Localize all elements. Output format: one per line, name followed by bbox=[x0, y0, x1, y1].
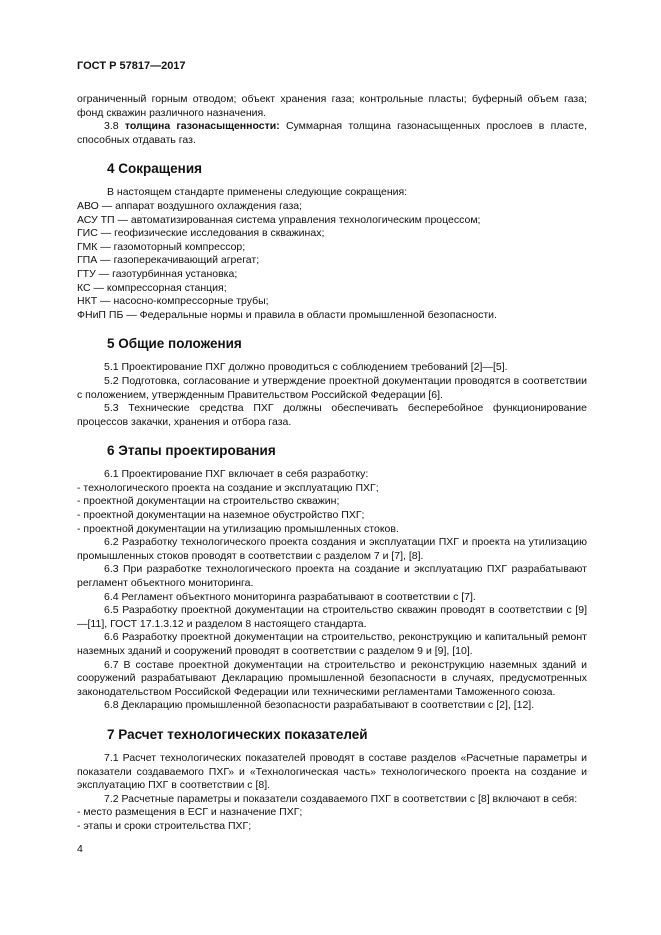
list-item: - проектной документации на утилизацию промышленных стоков. bbox=[77, 522, 399, 535]
intro-paragraph: ограниченный горным отводом; объект хранения газа; контрольные пласты; буферный объем газа; фонд скважин различного назначения. bbox=[77, 93, 587, 119]
list-item: - проектной документации на наземное обустройство ПХГ; bbox=[77, 509, 365, 522]
list-item: - место размещения в ЕСГ и назначение ПХГ; bbox=[77, 806, 303, 819]
paragraph-6-8: 6.8 Декларацию промышленной безопасности разрабатывают в соответствии с [2], [12]. bbox=[104, 699, 535, 712]
abbreviation-item: ГПА — газоперекачивающий агрегат; bbox=[77, 254, 260, 267]
abbreviation-item: КС — компрессорная станция; bbox=[77, 281, 227, 294]
abbreviation-item: ГТУ — газотурбинная установка; bbox=[77, 267, 238, 280]
term-name: толщина газонасыщенности: bbox=[124, 120, 280, 133]
section-4-title: 4 Сокращения bbox=[107, 161, 202, 177]
section-7-title: 7 Расчет технологических показателей bbox=[107, 726, 368, 742]
page-content bbox=[77, 93, 587, 834]
abbreviation-item: НКТ — насосно-компрессорные трубы; bbox=[77, 295, 269, 308]
paragraph-5-1: 5.1 Проектирование ПХГ должно проводиться с соблюдением требований [2]—[5]. bbox=[104, 361, 508, 374]
section-4-lead: В настоящем стандарте применены следующие сокращения: bbox=[107, 186, 408, 199]
section-5-title: 5 Общие положения bbox=[107, 336, 242, 352]
paragraph-6-3: 6.3 При разработке технологического проекта на создание и эксплуатацию ПХГ разрабатывают регламент объектного мониторинга. bbox=[77, 563, 587, 590]
paragraph-6-1: 6.1 Проектирование ПХГ включает в себя разработку: bbox=[104, 468, 369, 481]
paragraph-5-3: 5.3 Технические средства ПХГ должны обеспечивать бесперебойное функционирование процессов закачки, хранения и отбора газа. bbox=[77, 402, 587, 428]
paragraph-7-2: 7.2 Расчетные параметры и показатели создаваемого ПХГ в соответствии с [8] включают в себя: bbox=[104, 792, 578, 805]
paragraph-6-2: 6.2 Разработку технологического проекта создания и эксплуатации ПХГ и проекта на утилизацию промышленных стоков проводят в соответствии с разделом 7 и [7], [8]. bbox=[77, 536, 587, 562]
list-item: - этапы и сроки строительства ПХГ; bbox=[77, 819, 252, 832]
list-item: - проектной документации на строительство скважин; bbox=[77, 495, 340, 508]
paragraph-7-1: 7.1 Расчет технологических показателей проводят в составе разделов «Расчетные параметры и показатели создаваемого ПХГ» и «Технологическая часть» технологического проекта на создание и эксплуатацию ПХГ в соответствии с [8]. bbox=[77, 751, 587, 792]
abbreviation-item: АВО — аппарат воздушного охлаждения газа; bbox=[77, 199, 303, 212]
section-6-title: 6 Этапы проектирования bbox=[107, 443, 276, 459]
term-number: 3.8 bbox=[104, 120, 125, 133]
list-item: - технологического проекта на создание и эксплуатацию ПХГ; bbox=[77, 481, 379, 494]
paragraph-5-2: 5.2 Подготовка, согласование и утверждение проектной документации проводятся в соответствии с положением, утвержденным Правительством Российской Федерации [6]. bbox=[77, 374, 587, 401]
abbreviation-item: ГИС — геофизические исследования в скважинах; bbox=[77, 227, 325, 240]
paragraph-6-6: 6.6 Разработку проектной документации на строительство, реконструкцию и капитальный ремонт наземных зданий и сооружений проводят в соответствии с разделом 9 и [9], [10]. bbox=[77, 631, 587, 657]
term-text: Суммарная толщина газонасыщенных прослоев в пласте, способных отдавать газ. bbox=[77, 120, 587, 146]
abbreviation-item: ФНиП ПБ — Федеральные нормы и правила в области промышленной безопасности. bbox=[77, 308, 497, 321]
paragraph-6-7: 6.7 В составе проектной документации на строительство и реконструкцию наземных зданий и сооружений разрабатывают Декларацию промышленной безопасности в случаях, предусмотренных законодательством Российской Федерации или техническими регламентами Таможенного союза. bbox=[77, 658, 587, 698]
paragraph-6-5: 6.5 Разработку проектной документации на строительство скважин проводят в соответствии с [9]—[11], ГОСТ 17.1.3.12 и разделом 8 настоящего стандарта. bbox=[77, 604, 587, 630]
paragraph-6-4: 6.4 Регламент объектного мониторинга разрабатывают в соответствии с [7]. bbox=[104, 590, 476, 603]
abbreviation-item: ГМК — газомоторный компрессор; bbox=[77, 240, 246, 253]
page-number: 4 bbox=[77, 843, 83, 855]
abbreviation-item: АСУ ТП — автоматизированная система управления технологическим процессом; bbox=[77, 213, 481, 226]
document-code-header: ГОСТ Р 57817—2017 bbox=[77, 60, 186, 72]
term-definition-3-8 bbox=[77, 120, 587, 147]
